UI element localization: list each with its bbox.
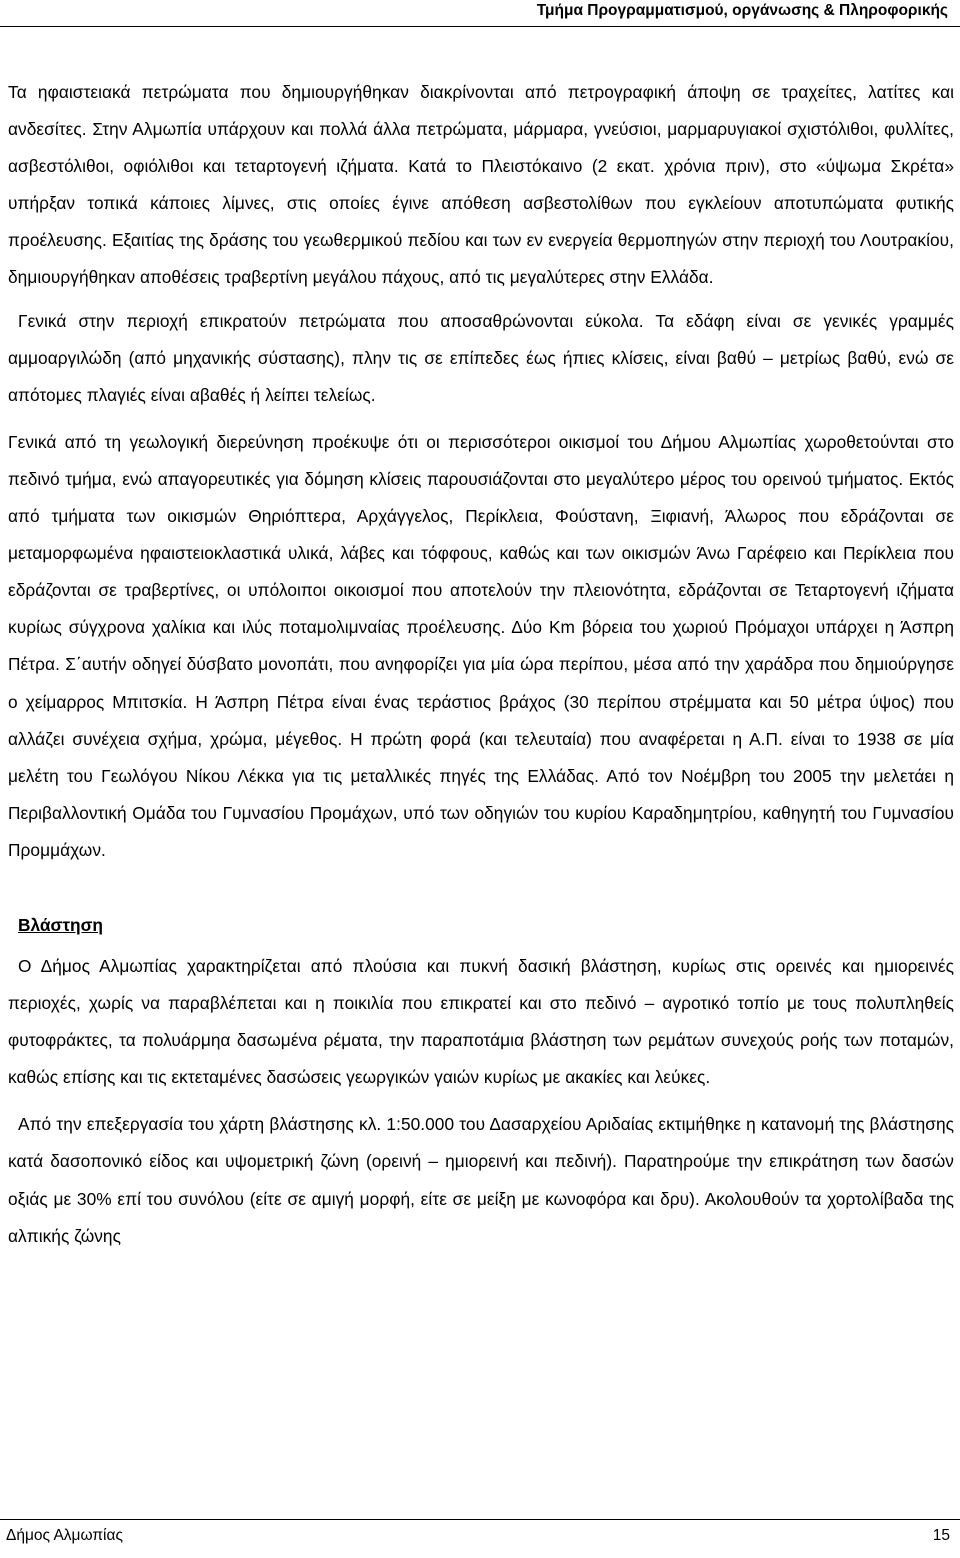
section-heading-vegetation: Βλάστηση: [18, 914, 103, 935]
paragraph-vegetation-1: Ο Δήμος Αλμωπίας χαρακτηρίζεται από πλούσια και πυκνή δασική βλάστηση, κυρίως στις ορεινές και ημιορεινές περιοχές, χωρίς να παραβλέπεται και η ποικιλία που επικρατεί και στο πεδινό – αγροτικό τοπίο με τους πολυπληθείς φυτοφράκτες, τα πολυάρμηα δασωμένα ρέματα, την παραποτάμια βλάστηση των ρεμάτων συνεχούς ροής των ποταμών, καθώς επίσης και τις εκτεταμένες δασώσεις γεωργικών γαιών κυρίως με ακακίες και λεύκες.: [8, 955, 954, 1088]
footer-municipality: Δήμος Αλμωπίας: [6, 1527, 123, 1544]
paragraph-geology-1: Τα ηφαιστειακά πετρώματα που δημιουργήθηκαν διακρίνονται από πετρογραφική άποψη σε τραχείτες, λατίτες και ανδεσίτες. Στην Αλμωπία υπάρχουν και πολλά άλλα πετρώματα, μάρμαρα, γνεύσιοι, μαρμαρυγιακοί σχιστόλιθοι, φυλλίτες, ασβεστόλιθοι, οφιόλιθοι και τεταρτογενή ιζήματα. Κατά το Πλειστόκαινο (2 εκατ. χρόνια πριν), στο «ύψωμα Σκρέτα» υπήρξαν τοπικά κάποιες λίμνες, στις οποίες έγινε απόθεση ασβεστολίθων που εγκλείουν αποτυπώματα φυτικής προέλευσης. Εξαιτίας της δράσης του γεωθερμικού πεδίου και των εν ενεργεία θερμοπηγών στην περιοχή του Λουτρακίου, δημιουργήθηκαν αποθέσεις τραβερτίνη μεγάλου πάχους, από τις μεγαλύτερες στην Ελλάδα.: [8, 82, 954, 288]
paragraph-geology-2: Γενικά στην περιοχή επικρατούν πετρώματα που αποσαθρώνονται εύκολα. Τα εδάφη είναι σε γενικές γραμμές αμμοαργιλώδη (από μηχανικής σύστασης), πλην τις σε επίπεδες έως ήπιες κλίσεις, είναι βαθύ – μετρίως βαθύ, ενώ σε απότομες πλαγιές είναι αβαθές ή λείπει τελείως.: [8, 310, 954, 405]
page-header: [0, 0, 960, 27]
page-footer: [0, 1519, 960, 1558]
paragraph-vegetation-2: Από την επεξεργασία του χάρτη βλάστησης κλ. 1:50.000 του Δασαρχείου Αριδαίας εκτιμήθηκε η κατανομή της βλάστησης κατά δασοπονικό είδος και υψομετρική ζώνη (ορεινή – ημιορεινή και πεδινή). Παρατηρούμε την επικράτηση των δασών οξιάς με 30% επί του συνόλου (είτε σε αμιγή μορφή, είτε σε μείξη με κωνοφόρα και δρυ). Ακολουθούν τα χορτολίβαδα της αλπικής ζώνης: [8, 1114, 954, 1246]
paragraph-geology-3: Γενικά από τη γεωλογική διερεύνηση προέκυψε ότι οι περισσότεροι οικισμοί του Δήμου Αλμωπίας χωροθετούνται στο πεδινό τμήμα, ενώ απαγορευτικές για δόμηση κλίσεις παρουσιάζονται στο μεγαλύτερο μέρος του ορεινού τμήματος. Εκτός από τμήματα των οικισμών Θηριόπτερα, Αρχάγγελος, Περίκλεια, Φούστανη, Ξιφιανή, Άλωρος που εδράζονται σε μεταμορφωμένα ηφαιστειοκλαστικά υλικά, λάβες και τόφφους, καθώς και των οικισμών Άνω Γαρέφειο και Περίκλεια που εδράζονται σε τραβερτίνες, οι υπόλοιποι οικοισμοί που αποτελούν την πλειονότητα, εδράζονται σε Τεταρτογενή ιζήματα κυρίως σύγχρονα χαλίκια και ιλύς ποταμολιμναίας προέλευσης. Δύο Km βόρεια του χωριού Πρόμαχοι υπάρχει η Άσπρη Πέτρα. Σ΄αυτήν οδηγεί δύσβατο μονοπάτι, που ανηφορίζει για μία ώρα περίπου, μέσα από την χαράδρα που δημιούργησε ο χείμαρρος Μπιτσκία. Η Άσπρη Πέτρα είναι ένας τεράστιος βράχος (30 περίπου στρέμματα και 50 μέτρα ύψος) που αλλάζει συνέχεια σχήμα, χρώμα, μέγεθος. Η πρώτη φορά (και τελευταία) που αναφέρεται η Α.Π. είναι το 1938 σε μία μελέτη του Γεωλόγου Νίκου Λέκκα για τις μεταλλικές πηγές της Ελλάδας. Από τον Νοέμβρη του 2005 την μελετάει η Περιβαλλοντική Ομάδα του Γυμνασίου Προμάχων, υπό των οδηγιών του κυρίου Καραδημητρίου, καθηγητή του Γυμνασίου Προμμάχων.: [8, 431, 954, 860]
page-number: 15: [932, 1527, 950, 1544]
header-title: Τμήμα Προγραμματισμού, οργάνωσης & Πληροφορικής: [536, 2, 948, 19]
document-body: [8, 68, 954, 1255]
